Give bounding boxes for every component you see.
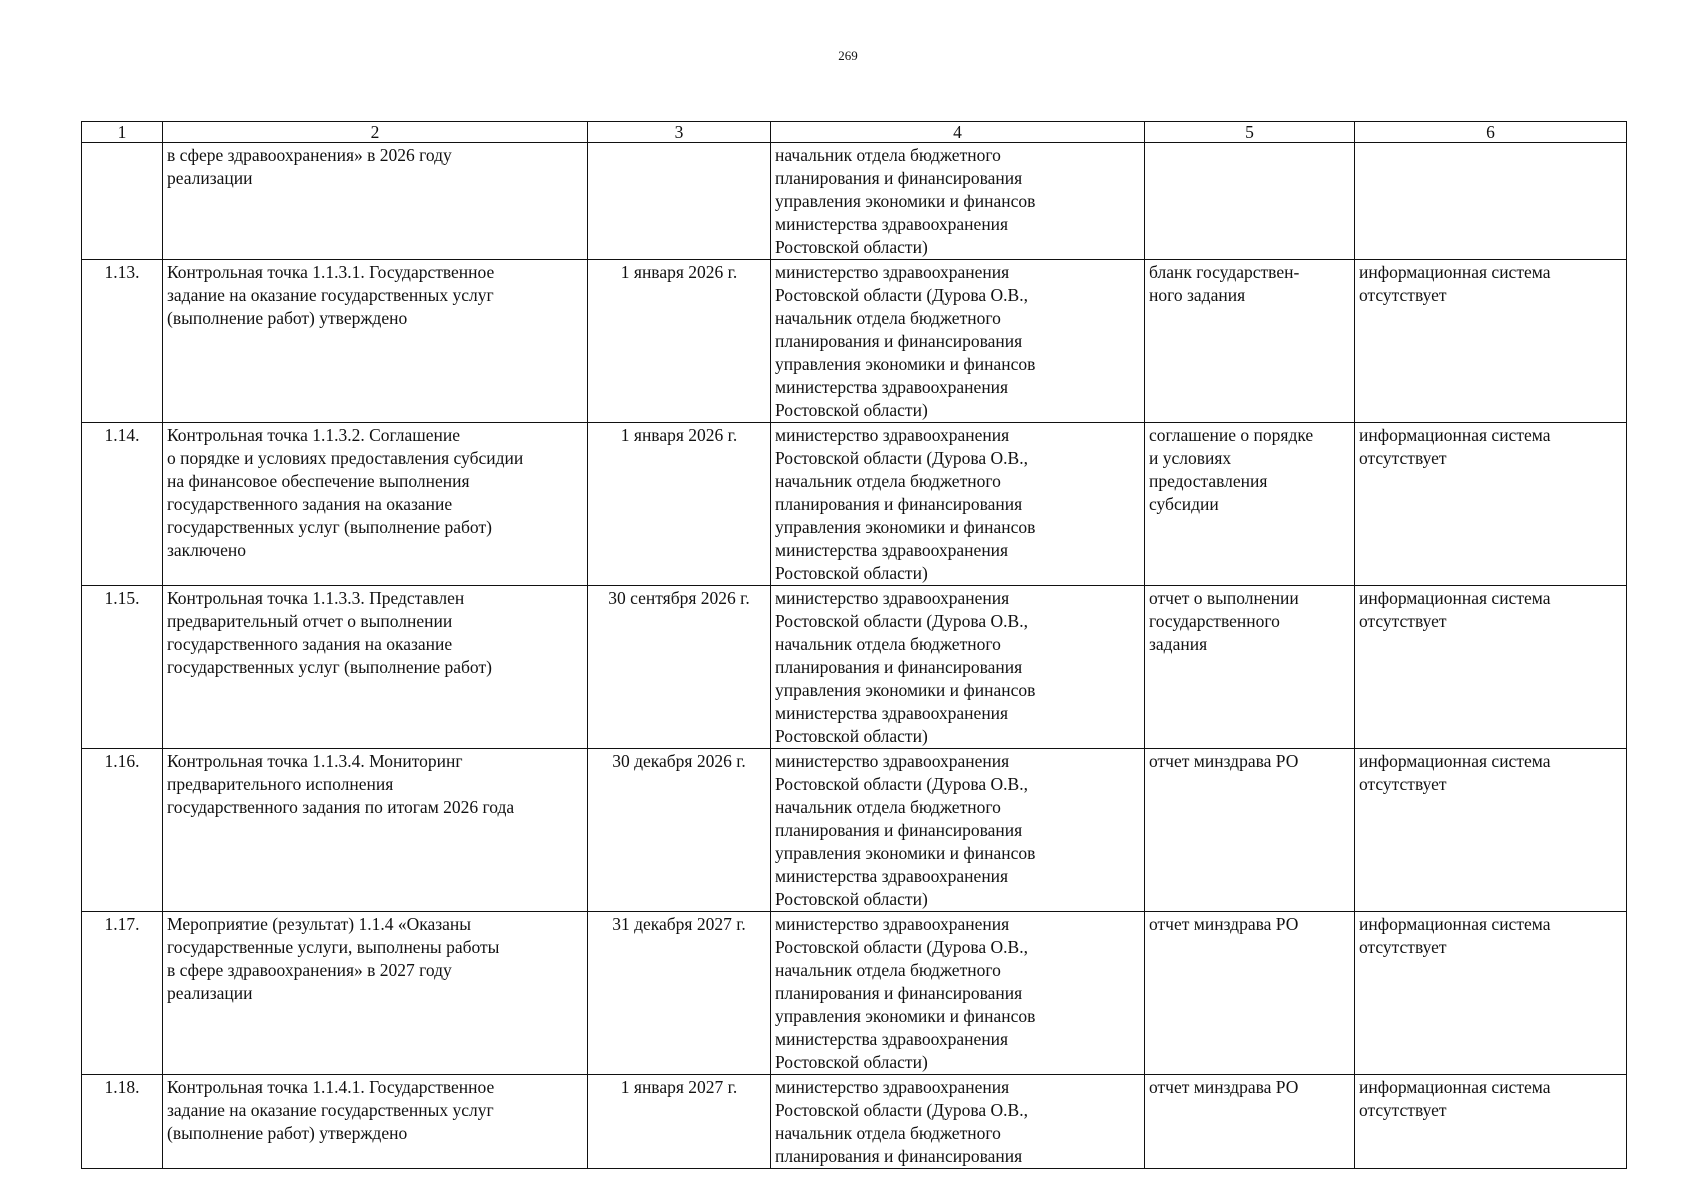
header-col-1: 1 (82, 122, 163, 143)
row-document (1145, 143, 1355, 260)
row-responsible: министерство здравоохранения Ростовской области (Дурова О.В., начальник отдела бюджетного планирования и финансирования управления экономики и финансов министерства здравоохранения Ростовской области) (771, 912, 1145, 1075)
control-points-table (81, 121, 1627, 1169)
row-name: Контрольная точка 1.1.3.1. Государственное задание на оказание государственных услуг (выполнение работ) утверждено (163, 260, 588, 423)
row-date: 30 декабря 2026 г. (588, 749, 771, 912)
row-responsible: начальник отдела бюджетного планирования и финансирования управления экономики и финансов министерства здравоохранения Ростовской области) (771, 143, 1145, 260)
row-date: 1 января 2026 г. (588, 423, 771, 586)
table-row (82, 749, 1627, 912)
header-col-3: 3 (588, 122, 771, 143)
header-col-4: 4 (771, 122, 1145, 143)
row-number: 1.17. (82, 912, 163, 1075)
row-responsible: министерство здравоохранения Ростовской области (Дурова О.В., начальник отдела бюджетного планирования и финансирования управления экономики и финансов министерства здравоохранения Ростовской области) (771, 586, 1145, 749)
row-system: информационная система отсутствует (1355, 423, 1627, 586)
row-document: бланк государствен- ного задания (1145, 260, 1355, 423)
row-system: информационная система отсутствует (1355, 749, 1627, 912)
row-document: соглашение о порядке и условиях предоставления субсидии (1145, 423, 1355, 586)
page-number: 269 (838, 48, 858, 63)
row-responsible: министерство здравоохранения Ростовской области (Дурова О.В., начальник отдела бюджетного планирования и финансирования управления экономики и финансов министерства здравоохранения Ростовской области) (771, 749, 1145, 912)
header-col-2: 2 (163, 122, 588, 143)
row-system: информационная система отсутствует (1355, 260, 1627, 423)
row-responsible: министерство здравоохранения Ростовской области (Дурова О.В., начальник отдела бюджетного планирования и финансирования (771, 1075, 1145, 1169)
row-name: в сфере здравоохранения» в 2026 году реализации (163, 143, 588, 260)
row-date: 1 января 2027 г. (588, 1075, 771, 1169)
row-date (588, 143, 771, 260)
row-system (1355, 143, 1627, 260)
row-responsible: министерство здравоохранения Ростовской области (Дурова О.В., начальник отдела бюджетного планирования и финансирования управления экономики и финансов министерства здравоохранения Ростовской области) (771, 260, 1145, 423)
row-name: Контрольная точка 1.1.4.1. Государственное задание на оказание государственных услуг (выполнение работ) утверждено (163, 1075, 588, 1169)
row-document: отчет о выполнении государственного задания (1145, 586, 1355, 749)
row-name: Контрольная точка 1.1.3.2. Соглашение о порядке и условиях предоставления субсидии на финансовое обеспечение выполнения государственного задания на оказание государственных услуг (выполнение работ) заключено (163, 423, 588, 586)
row-number: 1.14. (82, 423, 163, 586)
row-date: 30 сентября 2026 г. (588, 586, 771, 749)
header-col-6: 6 (1355, 122, 1627, 143)
row-system: информационная система отсутствует (1355, 912, 1627, 1075)
row-number: 1.16. (82, 749, 163, 912)
table-row (82, 912, 1627, 1075)
row-name: Мероприятие (результат) 1.1.4 «Оказаны государственные услуги, выполнены работы в сфере здравоохранения» в 2027 году реализации (163, 912, 588, 1075)
row-document: отчет минздрава РО (1145, 912, 1355, 1075)
row-name: Контрольная точка 1.1.3.3. Представлен предварительный отчет о выполнении государственного задания на оказание государственных услуг (выполнение работ) (163, 586, 588, 749)
row-number (82, 143, 163, 260)
table-row (82, 260, 1627, 423)
row-number: 1.13. (82, 260, 163, 423)
table-row (82, 1075, 1627, 1169)
row-document: отчет минздрава РО (1145, 749, 1355, 912)
row-system: информационная система отсутствует (1355, 586, 1627, 749)
row-system: информационная система отсутствует (1355, 1075, 1627, 1169)
row-number: 1.18. (82, 1075, 163, 1169)
row-date: 1 января 2026 г. (588, 260, 771, 423)
table-row (82, 586, 1627, 749)
table-row (82, 423, 1627, 586)
table-row (82, 143, 1627, 260)
header-col-5: 5 (1145, 122, 1355, 143)
row-responsible: министерство здравоохранения Ростовской области (Дурова О.В., начальник отдела бюджетного планирования и финансирования управления экономики и финансов министерства здравоохранения Ростовской области) (771, 423, 1145, 586)
row-document: отчет минздрава РО (1145, 1075, 1355, 1169)
row-date: 31 декабря 2027 г. (588, 912, 771, 1075)
row-name: Контрольная точка 1.1.3.4. Мониторинг предварительного исполнения государственного задания по итогам 2026 года (163, 749, 588, 912)
row-number: 1.15. (82, 586, 163, 749)
table-header-row (82, 122, 1627, 143)
